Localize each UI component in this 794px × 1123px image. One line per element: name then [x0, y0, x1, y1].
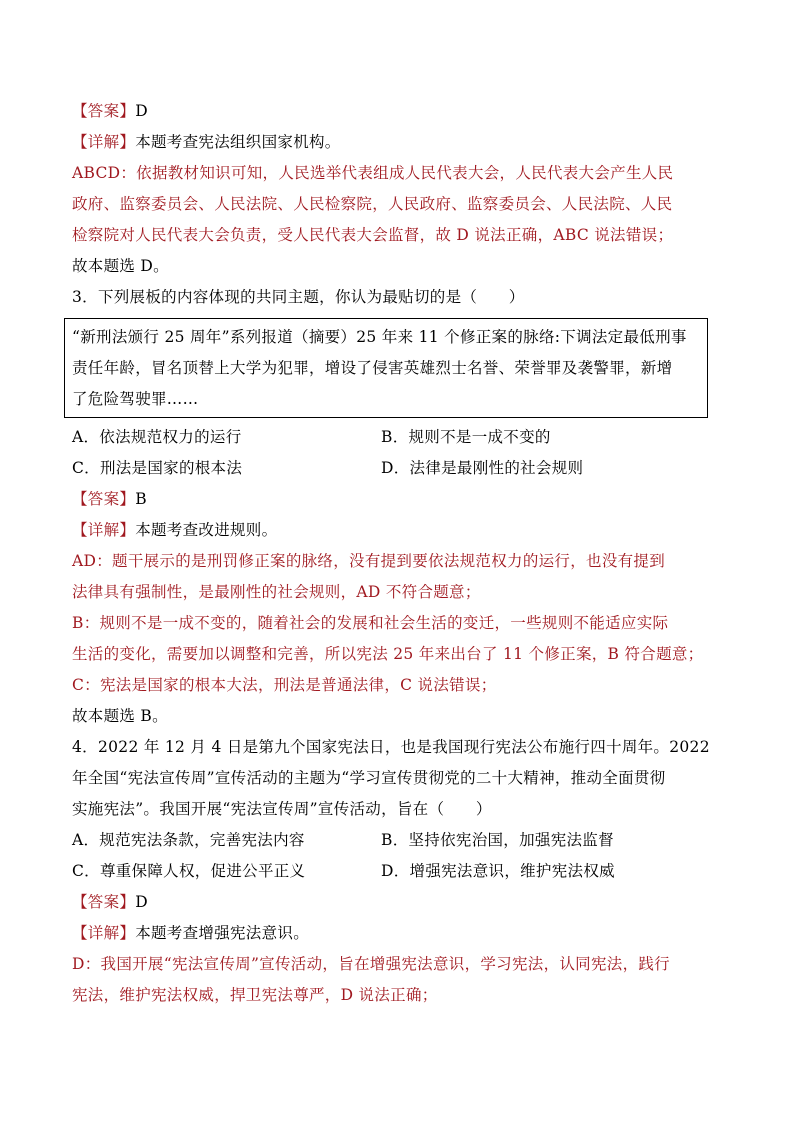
- q3-detail-line: [72, 520, 277, 540]
- answer-value: D: [135, 893, 148, 911]
- q2-conclusion: 故本题选 D。: [72, 257, 169, 275]
- answer-tag: 【答案】: [72, 893, 136, 911]
- detail-text: 本题考查增强宪法意识。: [135, 924, 310, 942]
- q3-conclusion: 故本题选 B。: [72, 707, 168, 725]
- q3-option-a: A．依法规范权力的运行: [72, 428, 242, 446]
- answer-value: D: [135, 102, 148, 120]
- q3-analysis-line: 法律具有强制性，是最刚性的社会规则，AD 不符合题意；: [72, 583, 481, 601]
- q4-stem-line: 年全国“宪法宣传周”宣传活动的主题为“学习宣传贯彻党的二十大精神，推动全面贯彻: [72, 769, 666, 787]
- answer-tag: 【答案】: [72, 490, 136, 508]
- q4-stem-line: 4．2022 年 12 月 4 日是第九个国家宪法日，也是我国现行宪法公布施行四十周年。2022: [72, 738, 710, 756]
- q4-detail-line: [72, 923, 309, 943]
- q4-analysis-line: D：我国开展“宪法宣传周”宣传活动，旨在增强宪法意识，学习宪法，认同宪法，践行: [72, 955, 670, 973]
- q3-analysis-line: 生活的变化，需要加以调整和完善，所以宪法 25 年来出台了 11 个修正案，B 符合题意；: [72, 645, 704, 663]
- q3-option-b: B．规则不是一成不变的: [381, 428, 551, 446]
- detail-tag: 【详解】: [72, 521, 136, 539]
- q4-option-d: D．增强宪法意识，维护宪法权威: [381, 862, 615, 880]
- q4-option-c: C．尊重保障人权，促进公平正义: [72, 862, 306, 880]
- q3-option-d: D．法律是最刚性的社会规则: [381, 459, 584, 477]
- q2-detail-line: [72, 132, 341, 152]
- q3-analysis-line: AD：题干展示的是刑罚修正案的脉络，没有提到要依法规范权力的运行，也没有提到: [72, 552, 666, 570]
- q3-stem: 3．下列展板的内容体现的共同主题，你认为最贴切的是（ ）: [72, 288, 525, 306]
- detail-tag: 【详解】: [72, 924, 136, 942]
- q3-board-line: 了危险驾驶罪……: [72, 390, 199, 408]
- detail-text: 本题考查改进规则。: [135, 521, 278, 539]
- q4-option-a: A．规范宪法条款，完善宪法内容: [72, 831, 305, 849]
- detail-tag: 【详解】: [72, 133, 136, 151]
- q3-board-line: “新刑法颁行 25 周年”系列报道（摘要）25 年来 11 个修正案的脉络:下调法定最低刑事: [72, 328, 687, 346]
- q3-analysis-line: B：规则不是一成不变的，随着社会的发展和社会生活的变迁，一些规则不能适应实际: [72, 614, 669, 632]
- q4-option-b: B．坚持依宪治国，加强宪法监督: [381, 831, 614, 849]
- q2-analysis-line: 政府、监察委员会、人民法院、人民检察院，人民政府、监察委员会、人民法院、人民: [72, 195, 673, 213]
- q3-option-c: C．刑法是国家的根本法: [72, 459, 243, 477]
- q4-analysis-line: 宪法，维护宪法权威，捍卫宪法尊严，D 说法正确；: [72, 986, 438, 1004]
- q2-analysis-line: ABCD：依据教材知识可知，人民选举代表组成人民代表大会，人民代表大会产生人民: [72, 164, 674, 182]
- q4-answer-line: [72, 892, 148, 912]
- q2-answer-line: [72, 101, 148, 121]
- q4-stem-line: 实施宪法”。我国开展“宪法宣传周”宣传活动，旨在（ ）: [72, 800, 492, 818]
- q3-board-line: 责任年龄，冒名顶替上大学为犯罪，增设了侵害英雄烈士名誉、荣誉罪及袭警罪，新增: [72, 359, 673, 377]
- answer-tag: 【答案】: [72, 102, 136, 120]
- detail-text: 本题考查宪法组织国家机构。: [135, 133, 341, 151]
- q3-answer-line: [72, 489, 147, 509]
- q3-analysis-line: C：宪法是国家的根本大法，刑法是普通法律，C 说法错误；: [72, 676, 497, 694]
- answer-value: B: [135, 490, 147, 508]
- q2-analysis-line: 检察院对人民代表大会负责，受人民代表大会监督，故 D 说法正确，ABC 说法错误；: [72, 226, 674, 244]
